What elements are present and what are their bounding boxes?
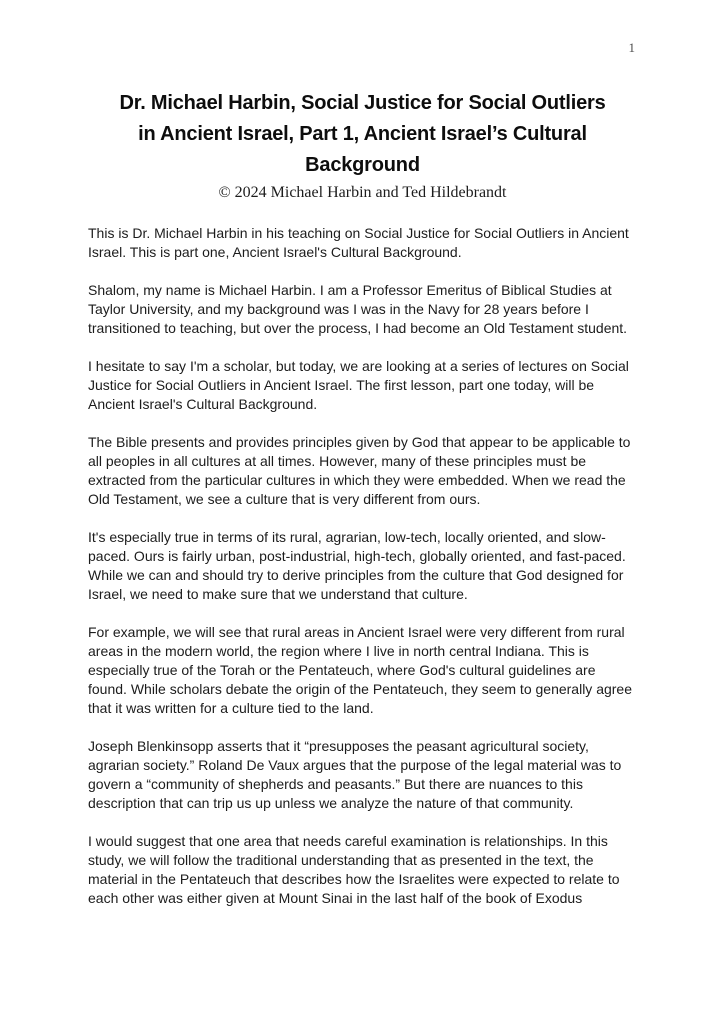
document-title <box>88 88 637 181</box>
body-paragraph: It's especially true in terms of its rural, agrarian, low-tech, locally oriented, and slow-paced. Ours is fairly urban, post-industrial, high-tech, globally oriented, and fast-paced. While we can and should try to derive principles from the culture that God designed for Israel, we need to make sure that we understand that culture. <box>88 529 626 602</box>
body-paragraph: The Bible presents and provides principles given by God that appear to be applicable to all peoples in all cultures at all times. However, many of these principles must be extracted from the particular cultures in which they were embedded. When we read the Old Testament, we see a culture that is very different from ours. <box>88 434 631 507</box>
page-number: 1 <box>628 40 635 55</box>
body-paragraph: I would suggest that one area that needs careful examination is relationships. In this study, we will follow the traditional understanding that as presented in the text, the material in the Pentateuch that describes how the Israelites were expected to relate to each other was either given at Mount Sinai in the last half of the book of Exodus <box>88 833 620 906</box>
body-paragraph: This is Dr. Michael Harbin in his teaching on Social Justice for Social Outliers in Ancient Israel. This is part one, Ancient Israel's Cultural Background. <box>88 225 629 260</box>
title-line: in Ancient Israel, Part 1, Ancient Israel’s Cultural <box>138 123 587 145</box>
body-paragraph: Joseph Blenkinsopp asserts that it “presupposes the peasant agricultural society, agrarian society.” Roland De Vaux argues that the purpose of the legal material was to govern a “community of shepherds and peasants.” But there are nuances to this description that can trip us up unless we analyze the nature of that community. <box>88 738 622 811</box>
body-paragraph: I hesitate to say I'm a scholar, but today, we are looking at a series of lectures on Social Justice for Social Outliers in Ancient Israel. The first lesson, part one today, will be Ancient Israel's Cultural Background. <box>88 358 629 412</box>
document-body <box>88 224 637 908</box>
body-paragraph: Shalom, my name is Michael Harbin. I am a Professor Emeritus of Biblical Studies at Taylor University, and my background was I was in the Navy for 28 years before I transitioned to teaching, but over the process, I had become an Old Testament student. <box>88 282 628 336</box>
title-line: Dr. Michael Harbin, Social Justice for Social Outliers <box>119 92 606 114</box>
title-line: Background <box>305 154 420 176</box>
copyright-line: © 2024 Michael Harbin and Ted Hildebrandt <box>218 184 507 201</box>
body-paragraph: For example, we will see that rural areas in Ancient Israel were very different from rural areas in the modern world, the region where I live in north central Indiana. This is especially true of the Torah or the Pentateuch, where God's cultural guidelines are found. While scholars debate the origin of the Pentateuch, they seem to generally agree that it was written for a culture tied to the land. <box>88 624 633 716</box>
